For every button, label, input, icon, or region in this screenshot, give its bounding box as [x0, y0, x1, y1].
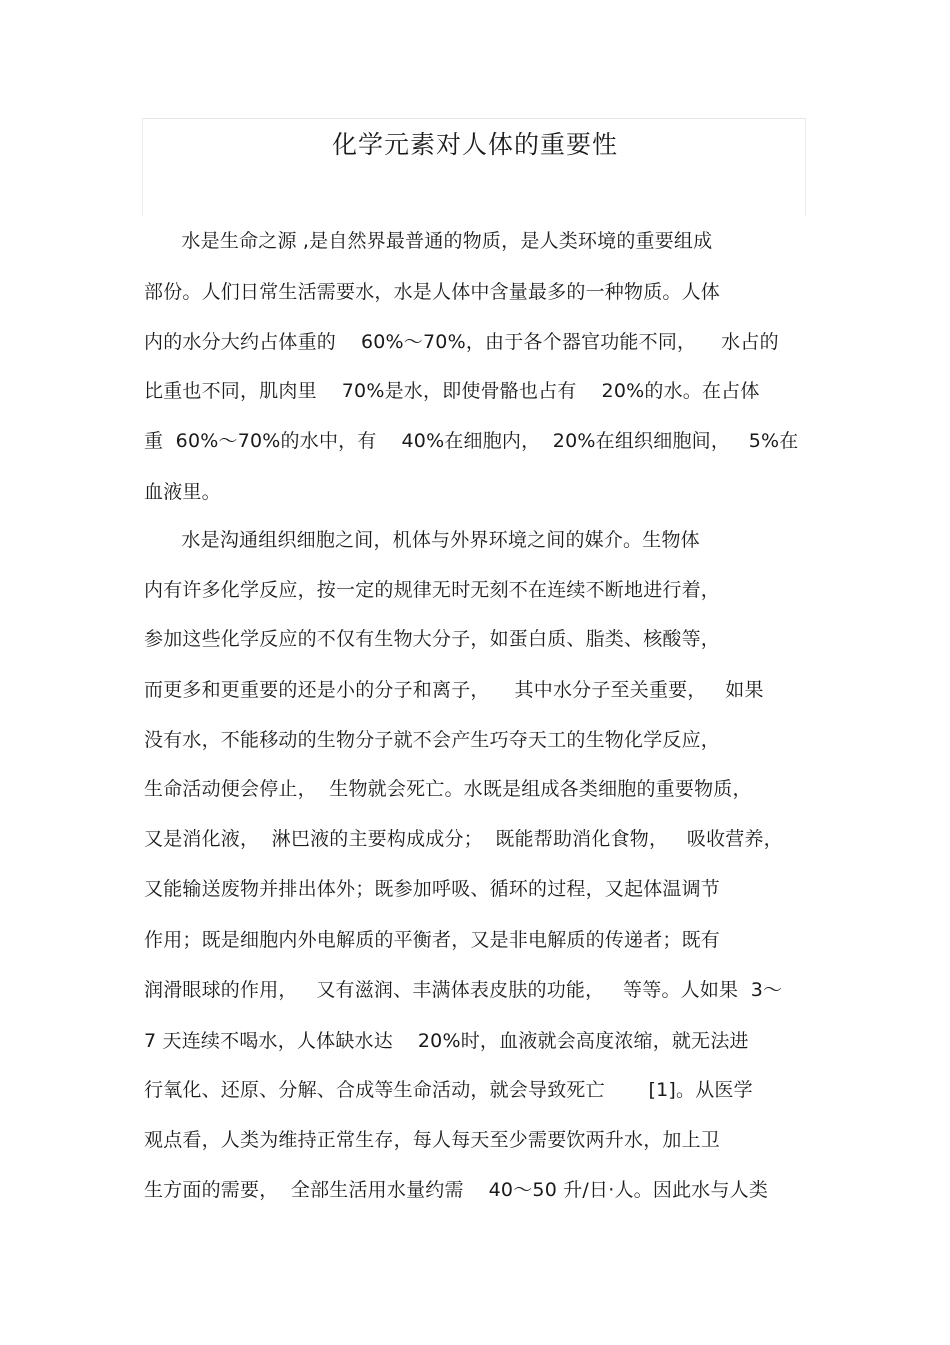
text-line: 比重也不同，肌肉里 70%是水，即使骨骼也占有 20%的水。在占体 — [144, 380, 760, 402]
text-line: 7 天连续不喝水，人体缺水达 20%时，血液就会高度浓缩，就无法进 — [144, 1030, 749, 1052]
text-line: 行氧化、还原、分解、合成等生命活动，就会导致死亡 [1]。从医学 — [144, 1079, 753, 1101]
text-line: 而更多和更重要的还是小的分子和离子， 其中水分子至关重要， 如果 — [144, 679, 764, 701]
text-line: 生方面的需要， 全部生活用水量约需 40～50 升/日·人。因此水与人类 — [144, 1179, 769, 1201]
text-line: 观点看，人类为维持正常生存，每人每天至少需要饮两升水，加上卫 — [144, 1129, 721, 1151]
text-line: 生命活动便会停止， 生物就会死亡。水既是组成各类细胞的重要物质， — [144, 778, 752, 800]
text-line: 又能输送废物并排出体外；既参加呼吸、循环的过程，又起体温调节 — [144, 878, 721, 900]
page-title: 化学元素对人体的重要性 — [331, 130, 618, 159]
text-line: 内的水分大约占体重的 60%～70%，由于各个器官功能不同， 水占的 — [144, 331, 779, 353]
text-line: 重 60%～70%的水中，有 40%在细胞内， 20%在组织细胞间， 5%在 — [144, 430, 799, 452]
text-line: 又是消化液， 淋巴液的主要构成成分； 既能帮助消化食物， 吸收营养， — [144, 828, 783, 850]
text-line: 内有许多化学反应，按一定的规律无时无刻不在连续不断地进行着， — [144, 579, 721, 601]
text-line: 血液里。 — [144, 481, 221, 503]
text-line: 没有水，不能移动的生物分子就不会产生巧夺天工的生物化学反应， — [144, 729, 721, 751]
text-line: 润滑眼球的作用， 又有滋润、丰满体表皮肤的功能， 等等。人如果 3～ — [144, 979, 783, 1001]
text-line: 水是沟通组织细胞之间，机体与外界环境之间的媒介。生物体 — [144, 529, 700, 551]
text-line: 部份。人们日常生活需要水，水是人体中含量最多的一种物质。人体 — [144, 281, 721, 303]
text-line: 参加这些化学反应的不仅有生物大分子，如蛋白质、脂类、核酸等， — [144, 628, 721, 650]
text-line: 作用；既是细胞内外电解质的平衡者，又是非电解质的传递者；既有 — [144, 929, 721, 951]
text-line: 水是生命之源 ,是自然界最普通的物质，是人类环境的重要组成 — [144, 230, 713, 252]
